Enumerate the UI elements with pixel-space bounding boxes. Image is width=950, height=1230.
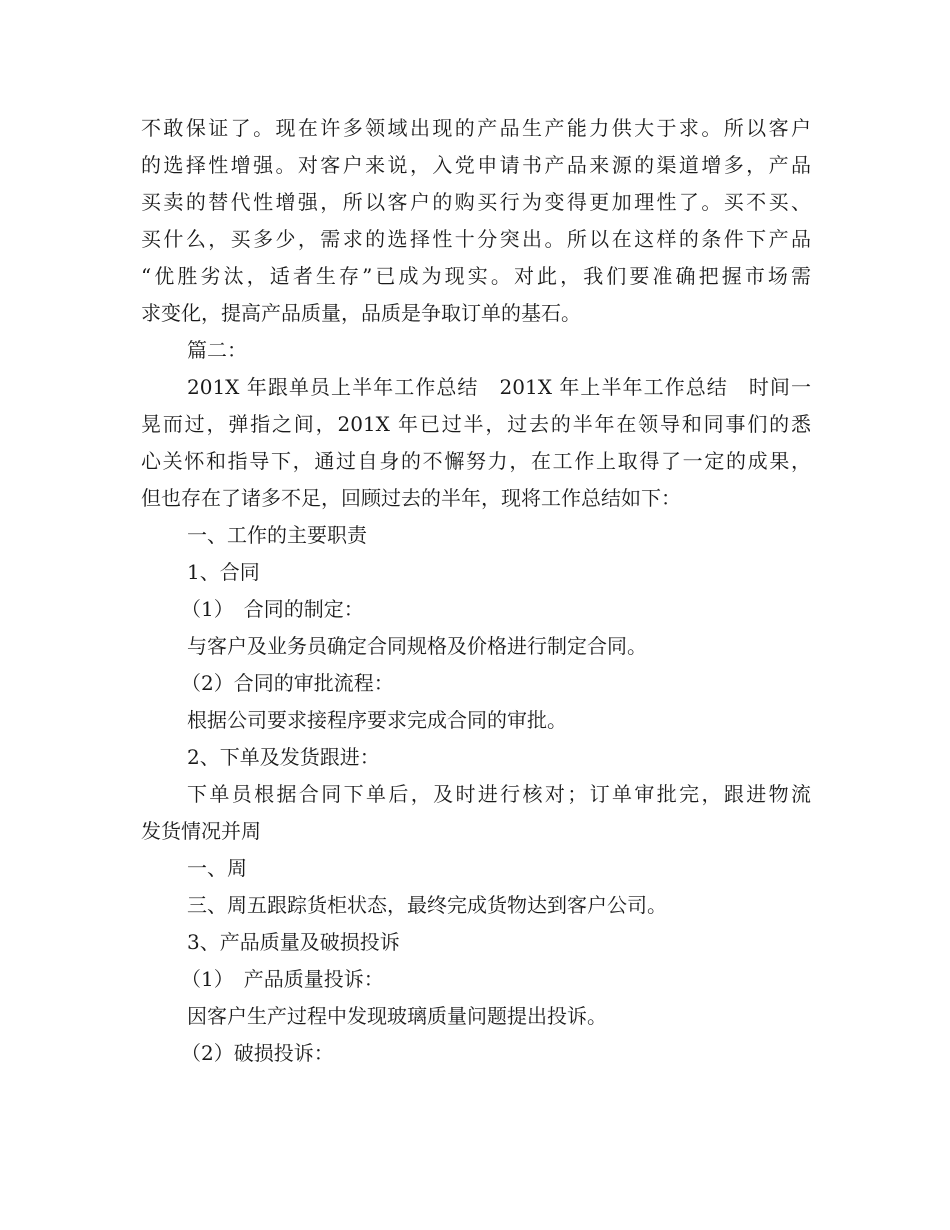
section-heading: 篇二： bbox=[187, 338, 247, 362]
paragraph-line: 根据公司要求接程序要求完成合同的审批。 bbox=[187, 708, 567, 732]
paragraph-line: 因客户生产过程中发现玻璃质量问题提出投诉。 bbox=[187, 1004, 607, 1028]
paragraph-line: 三、周五跟踪货柜状态，最终完成货物达到客户公司。 bbox=[187, 893, 667, 917]
paragraph-line: 的选择性增强。对客户来说，入党申请书产品来源的渠道增多，产品 bbox=[141, 153, 811, 177]
paragraph-line: 求变化，提高产品质量，品质是争取订单的基石。 bbox=[141, 301, 581, 325]
paragraph-line: 心关怀和指导下，通过自身的不懈努力，在工作上取得了一定的成果， bbox=[141, 449, 811, 473]
paragraph-line: 一、周 bbox=[187, 856, 247, 880]
paragraph-line: “优胜劣汰，适者生存”已成为现实。对此，我们要准确把握市场需 bbox=[141, 264, 811, 288]
item-heading: （2）合同的审批流程： bbox=[181, 671, 394, 695]
subsection-heading: 1、合同 bbox=[187, 560, 260, 584]
item-heading: （2）破损投诉： bbox=[181, 1041, 334, 1065]
subsection-heading: 2、下单及发货跟进： bbox=[187, 745, 380, 769]
paragraph-line: 不敢保证了。现在许多领域出现的产品生产能力供大于求。所以客户 bbox=[141, 116, 811, 140]
paragraph-line: 晃而过，弹指之间，201X 年已过半，过去的半年在领导和同事们的悉 bbox=[141, 412, 811, 436]
item-heading: （1） 合同的制定： bbox=[181, 597, 364, 621]
paragraph-line: 发货情况并周 bbox=[141, 819, 261, 843]
paragraph-line: 与客户及业务员确定合同规格及价格进行制定合同。 bbox=[187, 634, 647, 658]
subsection-heading: 3、产品质量及破损投诉 bbox=[187, 930, 400, 954]
document-body bbox=[141, 110, 811, 1072]
paragraph-line: 但也存在了诸多不足，回顾过去的半年，现将工作总结如下： bbox=[141, 486, 681, 510]
paragraph-line: 买什么，买多少，需求的选择性十分突出。所以在这样的条件下产品 bbox=[141, 227, 811, 251]
item-heading: （1） 产品质量投诉： bbox=[181, 967, 384, 991]
paragraph-line: 下单员根据合同下单后，及时进行核对；订单审批完，跟进物流 bbox=[187, 782, 811, 806]
paragraph-line: 买卖的替代性增强，所以客户的购买行为变得更加理性了。买不买、 bbox=[141, 190, 811, 214]
paragraph-line: 201X 年跟单员上半年工作总结 201X 年上半年工作总结 时间一 bbox=[187, 375, 811, 399]
section-heading: 一、工作的主要职责 bbox=[187, 523, 367, 547]
